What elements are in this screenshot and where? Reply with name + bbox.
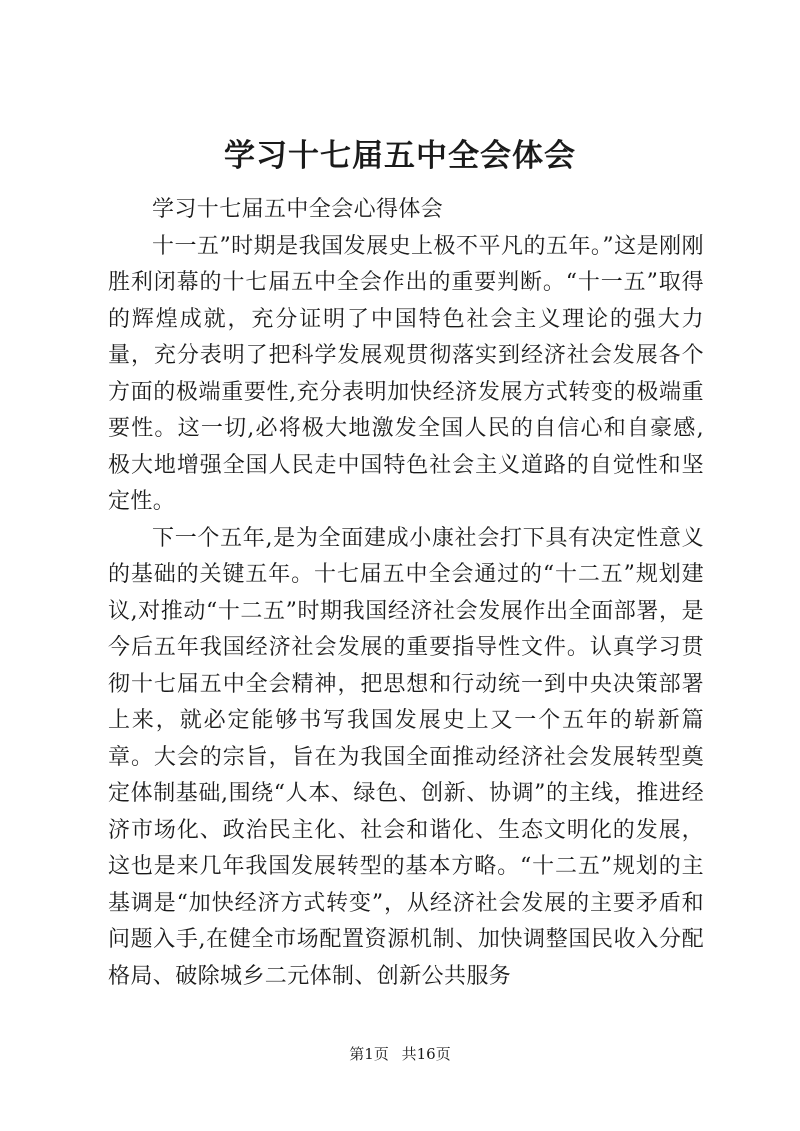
page-footer (0, 1044, 800, 1064)
page-total: 共16页 (401, 1045, 451, 1063)
document-title: 学习十七届五中全会体会 (224, 138, 576, 174)
document-body (108, 192, 704, 995)
page-number: 第1页 (349, 1045, 389, 1063)
body-paragraph-1: 十一五”时期是我国发展史上极不平凡的五年。”这是刚刚胜利闭幕的十七届五中全会作出的重要判断。“十一五”取得的辉煌成就，充分证明了中国特色社会主义理论的强大力量，充分表明了把科学发展观贯彻落实到经济社会发展各个方面的极端重要性,充分表明加快经济发展方式转变的极端重要性。这一切,必将极大地激发全国人民的自信心和自豪感,极大地增强全国人民走中国特色社会主义道路的自觉性和坚定性。 (108, 233, 704, 514)
body-paragraph-2: 下一个五年,是为全面建成小康社会打下具有决定性意义的基础的关键五年。十七届五中全会通过的“十二五”规划建议,对推动“十二五”时期我国经济社会发展作出全面部署，是今后五年我国经济社会发展的重要指导性文件。认真学习贯彻十七届五中全会精神，把思想和行动统一到中央决策部署上来，就必定能够书写我国发展史上又一个五年的崭新篇章。大会的宗旨，旨在为我国全面推动经济社会发展转型奠定体制基础,围绕“人本、绿色、创新、协调”的主线，推进经济市场化、政治民主化、社会和谐化、生态文明化的发展，这也是来几年我国发展转型的基本方略。“十二五”规划的主基调是“加快经济方式转变”，从经济社会发展的主要矛盾和问题入手,在健全市场配置资源机制、加快调整国民收入分配格局、破除城乡二元体制、创新公共服务 (108, 525, 704, 989)
subtitle-paragraph: 学习十七届五中全会心得体会 (152, 197, 444, 222)
